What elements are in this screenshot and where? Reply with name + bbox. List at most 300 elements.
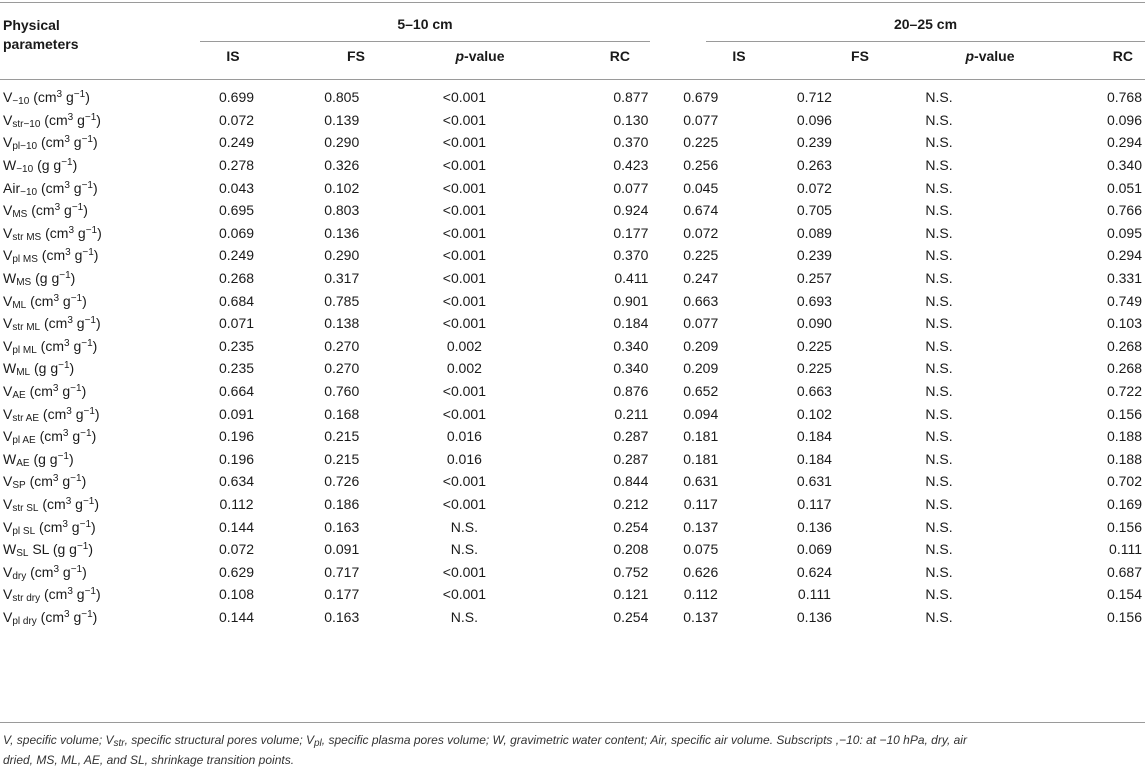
label-superscript-2: −1 — [81, 337, 93, 349]
table-cell: N.S. — [925, 586, 953, 603]
table-cell: 0.766 — [1106, 202, 1142, 219]
col-header-rc-2: RC — [1112, 48, 1133, 64]
label-unit-2: ) — [69, 360, 75, 377]
label-symbol: V — [3, 247, 13, 264]
table-cell: <0.001 — [442, 586, 486, 603]
table-cell: N.S. — [925, 270, 953, 287]
table-row — [0, 357, 1145, 380]
label-symbol: V — [3, 563, 13, 580]
label-subscript: pl SL — [12, 525, 36, 537]
table-cell: 0.876 — [613, 383, 649, 400]
row-label — [0, 515, 193, 538]
label-unit-3: ) — [91, 428, 97, 445]
table-cell: 0.209 — [683, 360, 719, 377]
table-cell: 0.340 — [613, 360, 649, 377]
table-cell: 0.924 — [613, 202, 649, 219]
table-row — [0, 606, 1145, 629]
table-cell: 0.154 — [1106, 586, 1142, 603]
table-cell: N.S. — [925, 473, 953, 490]
table-cell: <0.001 — [442, 111, 486, 128]
table-row — [0, 493, 1145, 516]
table-cell: 0.016 — [446, 428, 482, 445]
table-cell: 0.225 — [683, 134, 719, 151]
label-superscript-2: −1 — [70, 473, 82, 485]
table-cell: 0.156 — [1106, 405, 1142, 422]
table-cell: 0.254 — [613, 608, 649, 625]
label-unit-2: ) — [72, 157, 78, 174]
table-cell: 0.803 — [324, 202, 360, 219]
table-cell: 0.844 — [613, 473, 649, 490]
table-cell: <0.001 — [442, 473, 486, 490]
value-suffix: -value — [974, 48, 1015, 64]
table-body — [0, 86, 1145, 628]
table-cell: 0.002 — [446, 360, 482, 377]
label-unit-2: g — [59, 292, 71, 309]
table-cell: 0.069 — [796, 541, 832, 558]
label-superscript-2: −1 — [84, 315, 96, 327]
table-cell: 0.317 — [324, 270, 360, 287]
table-cell: 0.717 — [324, 563, 360, 580]
label-superscript-2: −1 — [80, 428, 92, 440]
table-cell: 0.340 — [1106, 157, 1142, 174]
label-subscript: dry — [12, 570, 27, 582]
label-superscript-2: −1 — [82, 495, 95, 507]
table-cell: N.S. — [925, 495, 953, 512]
label-unit-2: g — [58, 383, 71, 400]
table-cell: 0.184 — [796, 428, 832, 445]
table-row — [0, 538, 1145, 561]
table-cell: 0.094 — [683, 405, 719, 422]
label-subscript: AE — [12, 390, 26, 402]
table-cell: 0.144 — [219, 608, 255, 625]
label-unit-3: ) — [92, 179, 98, 196]
label-symbol: V — [3, 89, 13, 106]
table-cell: 0.290 — [324, 247, 360, 264]
label-unit: SL (g g — [28, 541, 77, 558]
table-cell: 0.117 — [797, 495, 832, 512]
fn-a: V, specific volume; V — [3, 733, 114, 747]
label-subscript: str ML — [12, 322, 41, 334]
value-suffix: -value — [464, 48, 505, 64]
label-superscript-2: −1 — [81, 179, 93, 191]
label-unit: (cm — [25, 473, 53, 490]
label-subscript: MS — [12, 209, 28, 221]
row-label — [0, 86, 193, 109]
table-cell: 0.225 — [796, 360, 832, 377]
group-rule-5-10 — [200, 41, 650, 42]
table-row — [0, 86, 1145, 109]
table-row — [0, 470, 1145, 493]
table-cell: 0.139 — [324, 111, 360, 128]
fn-sub-str: str — [113, 738, 125, 749]
table-cell: 0.181 — [683, 450, 719, 467]
label-unit-3: ) — [93, 247, 99, 264]
row-label — [0, 222, 193, 245]
label-unit-2: ) — [88, 541, 94, 558]
col-header-is-2: IS — [732, 48, 746, 64]
table-cell: 0.663 — [796, 383, 832, 400]
label-subscript: str AE — [12, 412, 40, 424]
label-superscript: 3 — [67, 315, 73, 327]
row-label — [0, 448, 193, 471]
bottom-rule — [0, 722, 1145, 723]
row-label — [0, 244, 193, 267]
row-label — [0, 470, 193, 493]
label-superscript-2: −1 — [84, 111, 97, 123]
label-unit: (cm — [26, 563, 54, 580]
label-unit-3: ) — [96, 111, 101, 128]
table-cell: 0.626 — [683, 563, 719, 580]
label-symbol: V — [3, 224, 13, 241]
table-cell: 0.069 — [219, 224, 255, 241]
table-cell: 0.144 — [219, 518, 255, 535]
table-row — [0, 583, 1145, 606]
label-unit: (cm — [25, 383, 53, 400]
label-superscript: 3 — [67, 586, 73, 598]
table-row — [0, 425, 1145, 448]
label-superscript-2: −1 — [70, 383, 82, 395]
table-cell: 0.663 — [683, 292, 719, 309]
table-row — [0, 244, 1145, 267]
table-cell: 0.188 — [1106, 428, 1142, 445]
table-cell: 0.239 — [796, 247, 832, 264]
table-cell: 0.631 — [796, 473, 832, 490]
table-cell: 0.215 — [324, 450, 360, 467]
label-unit-2: ) — [70, 270, 76, 287]
table-cell: N.S. — [925, 247, 953, 264]
group-header-5-10: 5–10 cm — [397, 16, 453, 32]
table-cell: 0.664 — [219, 383, 255, 400]
label-subscript: str MS — [12, 231, 42, 243]
table-cell: 0.108 — [219, 586, 255, 603]
label-unit: (cm — [27, 202, 55, 219]
label-unit-2: g — [69, 608, 82, 625]
label-subscript: pl ML — [12, 344, 37, 356]
label-superscript: 3 — [64, 179, 70, 191]
table-cell: 0.209 — [683, 337, 719, 354]
table-cell: 0.077 — [683, 111, 719, 128]
label-superscript: 3 — [68, 224, 75, 236]
row-label — [0, 425, 193, 448]
row-label — [0, 606, 193, 629]
table-cell: 0.181 — [683, 428, 719, 445]
table-cell: 0.247 — [683, 270, 719, 287]
table-cell: 0.705 — [796, 202, 832, 219]
p-italic: p — [965, 48, 975, 64]
row-label — [0, 493, 193, 516]
label-unit-3: ) — [96, 315, 101, 332]
table-cell: <0.001 — [442, 224, 486, 241]
label-unit: (g g — [31, 270, 60, 287]
table-cell: 0.629 — [219, 563, 255, 580]
label-unit-2: g — [68, 428, 81, 445]
table-cell: 0.768 — [1106, 89, 1142, 106]
table-cell: 0.169 — [1106, 495, 1142, 512]
table-cell: 0.075 — [683, 541, 719, 558]
label-subscript: pl AE — [12, 435, 36, 447]
label-unit: (cm — [41, 224, 69, 241]
label-unit-2: g — [74, 224, 86, 241]
table-cell: 0.263 — [796, 157, 832, 174]
table-cell: 0.268 — [1106, 360, 1142, 377]
table-cell: <0.001 — [442, 134, 486, 151]
label-superscript-2: −1 — [81, 134, 93, 146]
group-rule-20-25 — [706, 41, 1145, 42]
row-label — [0, 312, 193, 335]
footnote — [3, 730, 1143, 770]
label-subscript: −10 — [12, 96, 30, 108]
table-cell: 0.294 — [1106, 247, 1142, 264]
label-unit-3: ) — [81, 473, 87, 490]
table-cell: N.S. — [925, 608, 953, 625]
table-cell: 0.016 — [446, 450, 482, 467]
table-cell: 0.331 — [1106, 270, 1142, 287]
footnote-line-2: dried, MS, ML, AE, and SL, shrinkage transition points. — [3, 753, 295, 767]
table-cell: 0.077 — [613, 179, 649, 196]
table-cell: 0.254 — [613, 518, 649, 535]
label-unit-2: g — [58, 473, 71, 490]
table-cell: 0.177 — [613, 224, 649, 241]
row-label — [0, 109, 193, 132]
label-unit: (cm — [35, 518, 63, 535]
row-label — [0, 176, 193, 199]
label-superscript: 3 — [67, 111, 74, 123]
label-symbol: V — [3, 292, 13, 309]
table-cell: 0.722 — [1106, 383, 1142, 400]
table-cell: 0.687 — [1106, 563, 1142, 580]
table-cell: 0.089 — [796, 224, 832, 241]
label-symbol: V — [3, 495, 13, 512]
label-unit-2: g — [70, 247, 83, 264]
row-label-header: Physical parameters — [3, 17, 79, 52]
label-superscript: 3 — [65, 495, 72, 507]
table-row — [0, 448, 1145, 471]
label-superscript-2: −1 — [70, 563, 83, 575]
table-cell: 0.287 — [613, 428, 649, 445]
table-cell: 0.749 — [1106, 292, 1142, 309]
table-cell: 0.877 — [613, 89, 649, 106]
table-cell: N.S. — [925, 89, 953, 106]
label-superscript: 3 — [64, 134, 70, 146]
label-subscript: −10 — [20, 186, 38, 198]
label-superscript-2: −1 — [79, 518, 92, 530]
label-superscript-2: −1 — [82, 247, 94, 259]
label-unit: (cm — [37, 134, 65, 151]
table-cell: 0.168 — [324, 405, 360, 422]
table-cell: N.S. — [925, 157, 953, 174]
table-cell: 0.137 — [683, 608, 719, 625]
table-cell: 0.624 — [796, 563, 832, 580]
label-unit-3: ) — [91, 518, 96, 535]
label-unit: (cm — [36, 337, 65, 354]
table-row — [0, 402, 1145, 425]
label-unit-2: g — [72, 586, 85, 603]
table-cell: 0.072 — [796, 179, 832, 196]
label-superscript: 3 — [53, 563, 60, 575]
table-cell: 0.652 — [683, 383, 719, 400]
table-cell: 0.370 — [613, 134, 649, 151]
table-cell: N.S. — [925, 111, 953, 128]
fn-sub-pl: pl — [314, 738, 322, 749]
table-cell: N.S. — [925, 383, 953, 400]
label-superscript: 3 — [62, 518, 68, 530]
label-symbol: V — [3, 383, 13, 400]
table-cell: 0.112 — [219, 495, 254, 512]
table-cell: 0.045 — [683, 179, 719, 196]
label-superscript: 3 — [54, 202, 61, 214]
label-unit-2: g — [67, 518, 80, 535]
table-cell: 0.211 — [614, 405, 649, 422]
table-cell: N.S. — [925, 450, 953, 467]
col-header-fs-1: FS — [347, 48, 365, 64]
row-label — [0, 267, 193, 290]
fn-b: , specific structural pores volume; V — [124, 733, 314, 747]
label-unit: (cm — [38, 495, 66, 512]
row-label — [0, 538, 193, 561]
table-cell: N.S. — [925, 428, 953, 445]
label-superscript-2: −1 — [70, 292, 83, 304]
table-cell: 0.186 — [324, 495, 360, 512]
table-cell: N.S. — [925, 563, 953, 580]
label-unit-3: ) — [92, 608, 98, 625]
label-subscript: str SL — [12, 502, 39, 514]
table-cell: <0.001 — [442, 315, 486, 332]
table-cell: <0.001 — [442, 157, 486, 174]
table-cell: 0.215 — [324, 428, 360, 445]
table-cell: 0.268 — [219, 270, 255, 287]
label-subscript: −10 — [16, 164, 34, 176]
table-cell: 0.090 — [796, 315, 832, 332]
table-cell: 0.249 — [219, 134, 255, 151]
table-cell: 0.136 — [796, 518, 832, 535]
table-cell: 0.196 — [219, 450, 255, 467]
table-cell: 0.072 — [219, 541, 255, 558]
table-cell: 0.043 — [219, 179, 255, 196]
label-subscript: pl−10 — [12, 141, 38, 153]
label-symbol: W — [3, 450, 17, 467]
table-cell: 0.695 — [219, 202, 255, 219]
label-unit: (cm — [29, 89, 57, 106]
label-superscript-2: −1 — [83, 405, 95, 417]
label-superscript: −1 — [76, 541, 89, 553]
table-cell: N.S. — [925, 405, 953, 422]
table-cell: 0.102 — [796, 405, 832, 422]
label-symbol: V — [3, 473, 13, 490]
col-header-fs-2: FS — [851, 48, 869, 64]
table-cell: 0.693 — [796, 292, 832, 309]
table-cell: <0.001 — [442, 405, 486, 422]
table-cell: 0.095 — [1106, 224, 1142, 241]
table-cell: 0.072 — [683, 224, 719, 241]
label-superscript-2: −1 — [84, 586, 96, 598]
label-subscript: pl MS — [12, 254, 38, 266]
label-unit-2: g — [60, 202, 72, 219]
table-cell: N.S. — [450, 541, 479, 558]
table-row — [0, 199, 1145, 222]
table-cell: 0.212 — [613, 495, 649, 512]
label-subscript: MS — [16, 277, 32, 289]
table-cell: <0.001 — [442, 383, 486, 400]
label-unit: (cm — [36, 608, 65, 625]
label-unit-2: g — [59, 563, 71, 580]
table-cell: <0.001 — [442, 292, 486, 309]
table-cell: 0.188 — [1106, 450, 1142, 467]
table-cell: 0.726 — [324, 473, 360, 490]
table-cell: 0.290 — [324, 134, 360, 151]
table-cell: 0.270 — [324, 360, 360, 377]
table-row — [0, 154, 1145, 177]
label-symbol: V — [3, 337, 13, 354]
label-superscript: −1 — [57, 450, 69, 462]
label-subscript: ML — [12, 299, 27, 311]
label-unit: (cm — [35, 428, 63, 445]
label-superscript: 3 — [64, 608, 70, 620]
table-cell: N.S. — [925, 337, 953, 354]
label-subscript: ML — [16, 367, 31, 379]
table-cell: 0.423 — [613, 157, 649, 174]
table-cell: 0.674 — [683, 202, 719, 219]
table-cell: N.S. — [450, 608, 479, 625]
label-unit-3: ) — [94, 405, 100, 422]
label-unit-2: g — [69, 179, 82, 196]
table-cell: 0.684 — [219, 292, 255, 309]
label-unit: (g g — [29, 450, 58, 467]
col-header-rc-1: RC — [609, 48, 630, 64]
table-row — [0, 109, 1145, 132]
table-cell: 0.235 — [219, 337, 255, 354]
table-cell: 0.785 — [324, 292, 360, 309]
table-cell: 0.702 — [1106, 473, 1142, 490]
table-cell: 0.102 — [324, 179, 360, 196]
table-cell: 0.196 — [219, 428, 255, 445]
table-row — [0, 515, 1145, 538]
label-superscript-2: −1 — [85, 224, 98, 236]
table-cell: 0.805 — [324, 89, 360, 106]
label-symbol: V — [3, 111, 13, 128]
row-label — [0, 357, 193, 380]
table-cell: 0.752 — [613, 563, 649, 580]
table-cell: N.S. — [925, 518, 953, 535]
table-cell: 0.177 — [324, 586, 360, 603]
label-symbol: V — [3, 586, 13, 603]
label-superscript-2: −1 — [81, 608, 93, 620]
table-cell: 0.225 — [683, 247, 719, 264]
label-superscript: 3 — [52, 383, 59, 395]
table-cell: 0.184 — [613, 315, 649, 332]
row-label — [0, 154, 193, 177]
label-unit-3: ) — [83, 202, 88, 219]
table-cell: <0.001 — [442, 563, 486, 580]
table-cell: 0.096 — [796, 111, 832, 128]
label-superscript: −1 — [61, 157, 73, 169]
table-cell: N.S. — [925, 315, 953, 332]
table-cell: 0.130 — [613, 111, 649, 128]
label-subscript: pl dry — [12, 615, 37, 627]
table-cell: 0.072 — [219, 111, 255, 128]
label-unit-2: g — [69, 134, 82, 151]
label-superscript: 3 — [56, 89, 63, 101]
label-unit-3: ) — [82, 292, 87, 309]
table-cell: 0.077 — [683, 315, 719, 332]
table-cell: 0.111 — [797, 586, 831, 603]
table-cell: 0.136 — [796, 608, 832, 625]
table-cell: 0.760 — [324, 383, 360, 400]
label-unit: (cm — [40, 111, 68, 128]
row-label — [0, 583, 193, 606]
label-symbol: W — [3, 541, 17, 558]
label-superscript: −1 — [59, 270, 71, 282]
table-cell: 0.103 — [1106, 315, 1142, 332]
